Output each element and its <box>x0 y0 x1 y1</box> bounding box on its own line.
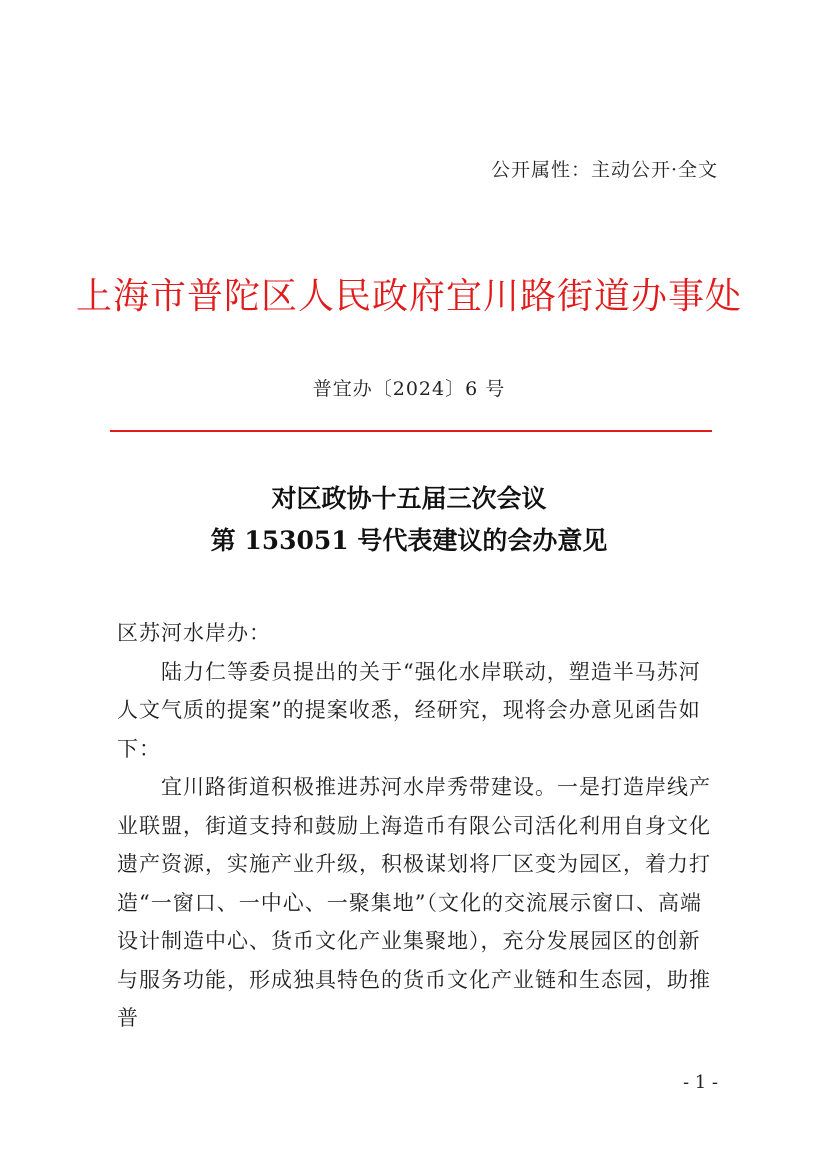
document-title <box>0 478 818 562</box>
salutation: 区苏河水岸办： <box>117 621 271 645</box>
body-paragraph: 陆力仁等委员提出的关于“强化水岸联动，塑造半马苏河人文气质的提案”的提案收悉，经研究，现将会办意见函告如下： <box>117 659 701 761</box>
disclosure-label: 公开属性：主动公开·全文 <box>490 159 718 181</box>
page-number: - 1 - <box>682 1072 718 1093</box>
document-title-line2: 第 153051 号代表建议的会办意见 <box>210 526 608 555</box>
document-title-line1: 对区政协十五届三次会议 <box>271 484 547 513</box>
body-paragraph: 宜川路街道积极推进苏河水岸秀带建设。一是打造岸线产业联盟，街道支持和鼓励上海造币有限公司活化利用自身文化遗产资源，实施产业升级，积极谋划将厂区变为园区，着力打造“一窗口、一中心、一聚集地”（文化的交流展示窗口、高端设计制造中心、货币文化产业集聚地），充分发展园区的创新与服务功能，形成独具特色的货币文化产业链和生态园，助推普 <box>117 775 711 1030</box>
letterhead-org-title: 上海市普陀区人民政府宜川路街道办事处 <box>75 276 742 317</box>
letterhead-red-rule <box>110 430 712 432</box>
document-number: 普宜办〔2024〕6 号 <box>312 378 506 400</box>
document-body <box>117 614 721 1038</box>
